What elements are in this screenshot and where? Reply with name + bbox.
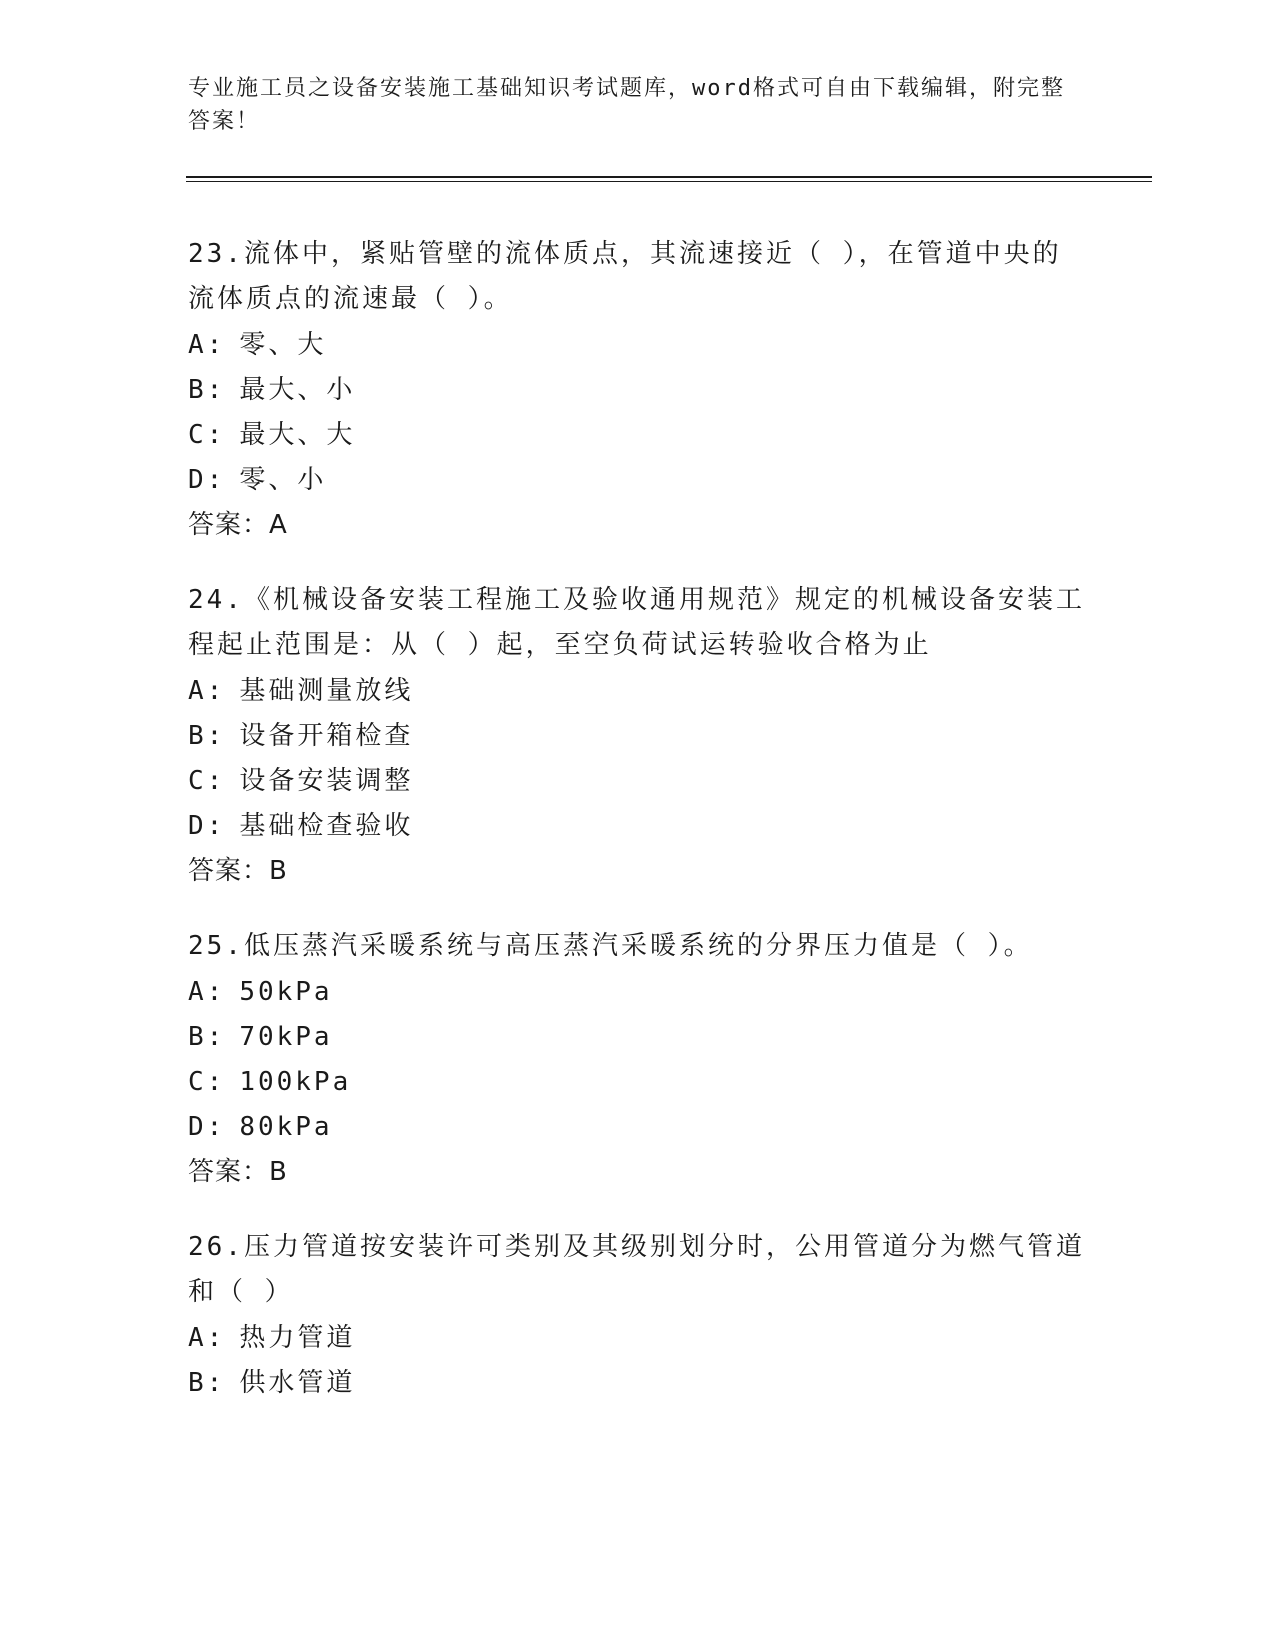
answer-label: 答案：A bbox=[188, 510, 288, 540]
header-divider-thin bbox=[186, 181, 1152, 182]
option-letter: A bbox=[188, 676, 207, 706]
question-25 bbox=[188, 924, 1088, 1195]
option-text: 热力管道 bbox=[239, 1323, 356, 1353]
option-letter: B bbox=[188, 1368, 207, 1398]
option-b: B : 70kPa bbox=[188, 1015, 1088, 1060]
option-text: 设备开箱检查 bbox=[239, 721, 414, 751]
option-letter: B bbox=[188, 721, 207, 751]
option-letter: C bbox=[188, 1067, 207, 1097]
option-text: 零、小 bbox=[239, 465, 327, 495]
option-d: D : 基础检查验收 bbox=[188, 804, 1088, 849]
option-text: 最大、大 bbox=[239, 420, 356, 450]
option-a: A : 基础测量放线 bbox=[188, 669, 1088, 714]
option-c: C : 设备安装调整 bbox=[188, 759, 1088, 804]
option-letter: C bbox=[188, 420, 207, 450]
option-letter: A bbox=[188, 330, 207, 360]
option-b: B : 最大、小 bbox=[188, 368, 1088, 413]
option-a: A : 零、大 bbox=[188, 323, 1088, 368]
answer-label: 答案：B bbox=[188, 856, 288, 886]
question-23 bbox=[188, 232, 1088, 548]
option-text: 50kPa bbox=[239, 977, 333, 1007]
option-letter: B bbox=[188, 1022, 207, 1052]
question-list bbox=[188, 232, 1088, 1436]
option-letter: D bbox=[188, 465, 207, 495]
question-stem: 26.压力管道按安装许可类别及其级别划分时，公用管道分为燃气管道和（ ） bbox=[188, 1232, 1085, 1307]
question-stem: 24.《机械设备安装工程施工及验收通用规范》规定的机械设备安装工程起止范围是：从（ ）起，至空负荷试运转验收合格为止 bbox=[188, 585, 1085, 660]
answer-label: 答案：B bbox=[188, 1157, 288, 1187]
question-stem: 25.低压蒸汽采暖系统与高压蒸汽采暖系统的分界压力值是（ ）。 bbox=[188, 931, 1033, 961]
option-text: 最大、小 bbox=[239, 375, 356, 405]
option-b: B : 供水管道 bbox=[188, 1361, 1088, 1406]
question-24 bbox=[188, 578, 1088, 894]
option-text: 供水管道 bbox=[239, 1368, 356, 1398]
option-text: 基础检查验收 bbox=[239, 811, 414, 841]
option-letter: C bbox=[188, 766, 207, 796]
option-letter: D bbox=[188, 811, 207, 841]
option-letter: D bbox=[188, 1112, 207, 1142]
option-a: A : 50kPa bbox=[188, 970, 1088, 1015]
document-header: 专业施工员之设备安装施工基础知识考试题库，word格式可自由下载编辑，附完整答案！ bbox=[188, 76, 1065, 134]
question-26 bbox=[188, 1225, 1088, 1406]
option-b: B : 设备开箱检查 bbox=[188, 714, 1088, 759]
option-c: C : 最大、大 bbox=[188, 413, 1088, 458]
option-c: C : 100kPa bbox=[188, 1060, 1088, 1105]
option-d: D : 零、小 bbox=[188, 458, 1088, 503]
option-text: 基础测量放线 bbox=[239, 676, 414, 706]
option-text: 70kPa bbox=[239, 1022, 333, 1052]
option-letter: A bbox=[188, 977, 207, 1007]
option-d: D : 80kPa bbox=[188, 1105, 1088, 1150]
option-text: 80kPa bbox=[239, 1112, 333, 1142]
option-letter: B bbox=[188, 375, 207, 405]
option-text: 零、大 bbox=[239, 330, 327, 360]
option-text: 100kPa bbox=[239, 1067, 352, 1097]
header-divider-thick bbox=[186, 176, 1152, 178]
option-letter: A bbox=[188, 1323, 207, 1353]
option-text: 设备安装调整 bbox=[239, 766, 414, 796]
option-a: A : 热力管道 bbox=[188, 1316, 1088, 1361]
question-stem: 23.流体中，紧贴管壁的流体质点，其流速接近（ ），在管道中央的流体质点的流速最（ ）。 bbox=[188, 239, 1062, 314]
